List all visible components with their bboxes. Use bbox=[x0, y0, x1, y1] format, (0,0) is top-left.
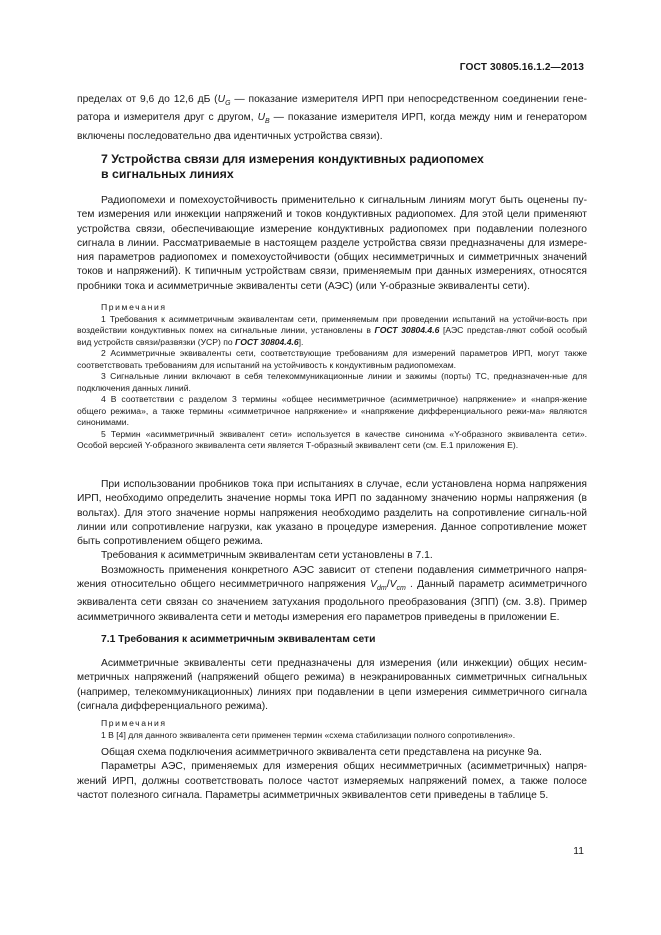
notes-title: Примечания bbox=[101, 302, 167, 312]
section-7-paragraphs-2-4 bbox=[77, 478, 587, 625]
section-7-1-paragraph-2: Общая схема подключения асимметричного эквивалента сети представлена на рисунке 9а. bbox=[101, 747, 542, 759]
section-7-1-notes-title: Примечания bbox=[101, 718, 167, 729]
note-1: 1 Требования к асимметричным эквивалентам сети, применяемым при проведении испытаний на устойчи-вость при воздействии кондуктивных помех на сигнальные линии, установлены в ГОСТ 30804.4.6 [АЭС представ-ляют собой особый вид устройств связи/развязки (УСР) по ГОСТ 30804.4.6]. bbox=[77, 313, 587, 347]
page-number: 11 bbox=[573, 846, 584, 857]
section-7-heading-line2: в сигнальных линиях bbox=[101, 167, 234, 181]
document-code-header: ГОСТ 30805.16.1.2—2013 bbox=[459, 62, 584, 73]
intro-text: пределах от 9,6 до 12,6 дБ ($U_G$ — показание измерителя ИРП при непосредственном соединении гене- ратора и измерителя друг с другом, $U_B$ — показание измерителя ИРП, когда между ним и генератором включены последовательно два идентичных устройства связи). bbox=[77, 94, 588, 142]
section-7-heading-line1: 7 Устройства связи для измерения кондуктивных радиопомех bbox=[101, 152, 484, 166]
section-7-paragraph-4: Возможность применения конкретного АЭС зависит от степени подавления симметричного напря-жения относительно общего несимметричного напряжения $V_{dm}/V_{cm}$ . Данный параметр асимметричного эквивалента сети связан со значением затухания продольного преобразования (ЗПП) (см. 3.8). Пример асимметричного эквивалента сети и методы измерения его параметров приведены в приложении Е. bbox=[77, 564, 587, 623]
note-3: 3 Сигнальные линии включают в себя телекоммуникационные линии и зажимы (порты) ТС, предназначен-ные для подключения данных линий. bbox=[77, 371, 587, 393]
intro-paragraph bbox=[77, 93, 587, 144]
section-7-notes bbox=[77, 302, 587, 452]
section-7-1-paragraph-3: Параметры АЭС, применяемых для измерения общих несимметричных (асимметричных) напря-жений ИРП, должны соответствовать полосе частот измеряемых напряжений помех, а также полосе частот полезного сигнала. Параметры асимметричных эквивалентов сети приведены в таблице 5. bbox=[77, 761, 587, 802]
note-5: 5 Термин «асимметричный эквивалент сети» используется в качестве синонима «Y-образного эквивалента сети». Особой версией Y-образного эквивалента сети является Т-образный эквивалент сети (см. Е.1 приложения Е). bbox=[77, 428, 587, 450]
section-7-1-paragraph-1: Асимметричные эквиваленты сети предназначены для измерения (или инжекции) общих несим-метричных напряжений (напряжений общего режима) в неэкранированных симметричных сигнальных (например, телекоммуникационных) линиях при подавлении в цепи измерения симметричного сигнала (сигнала дифференциального режима). bbox=[77, 658, 587, 712]
section-7-1 bbox=[77, 633, 587, 803]
section-7-1-heading: 7.1 Требования к асимметричным эквивалентам сети bbox=[101, 634, 376, 645]
section-7-1-note-1: 1 В [4] для данного эквивалента сети применен термин «схема стабилизации полного сопротивления». bbox=[101, 729, 516, 740]
section-7-paragraph-1: Радиопомехи и помехоустойчивость применительно к сигнальным линиям могут быть оценены пу-тем измерения или инжекции напряжений и токов кондуктивных радиопомех. Для этой цели применяют устройства связи, обеспечивающие измерение кондуктивных радиопомех при подавлении полезного сигнала в линии. Рассматриваемые в настоящем разделе устройства связи предназначены для измере-ния параметров радиопомех и помехоустойчивости (общих несимметричных и симметричных значений токов и напряжений). К типичным устройствам связи, применяемым при данных измерениях, относятся пробники тока и асимметричные эквиваленты сети (АЭС) (или Y-образные эквиваленты сети). bbox=[77, 195, 587, 292]
note-4: 4 В соответствии с разделом 3 термины «общее несимметричное (асимметричное) напряжение» и «напря-жение общего режима», а также термины «симметричное напряжение» и «напряжение дифференциального режи-ма» являются синонимами. bbox=[77, 394, 587, 427]
section-7-paragraph-2: При использовании пробников тока при испытаниях в случае, если установлена норма напряжения ИРП, необходимо определить значение нормы тока ИРП по заданному значению нормы напряжения (в вольтах). Для этого значение нормы напряжения необходимо разделить на сопротивление сигналь-ной линии или сопротивление нагрузки, как указано в процедуре измерения. Данное сопротивление может быть сопротивлением общего режима. bbox=[77, 479, 587, 548]
note-2: 2 Асимметричные эквиваленты сети, соответствующие требованиям для измерений параметров ИРП, могут также соответствовать требованиям для испытаний на устойчивость к кондуктивным радиопомехам. bbox=[77, 348, 587, 370]
section-7-heading bbox=[77, 152, 587, 182]
section-7-paragraph-3: Требования к асимметричным эквивалентам сети установлены в 7.1. bbox=[101, 550, 433, 562]
